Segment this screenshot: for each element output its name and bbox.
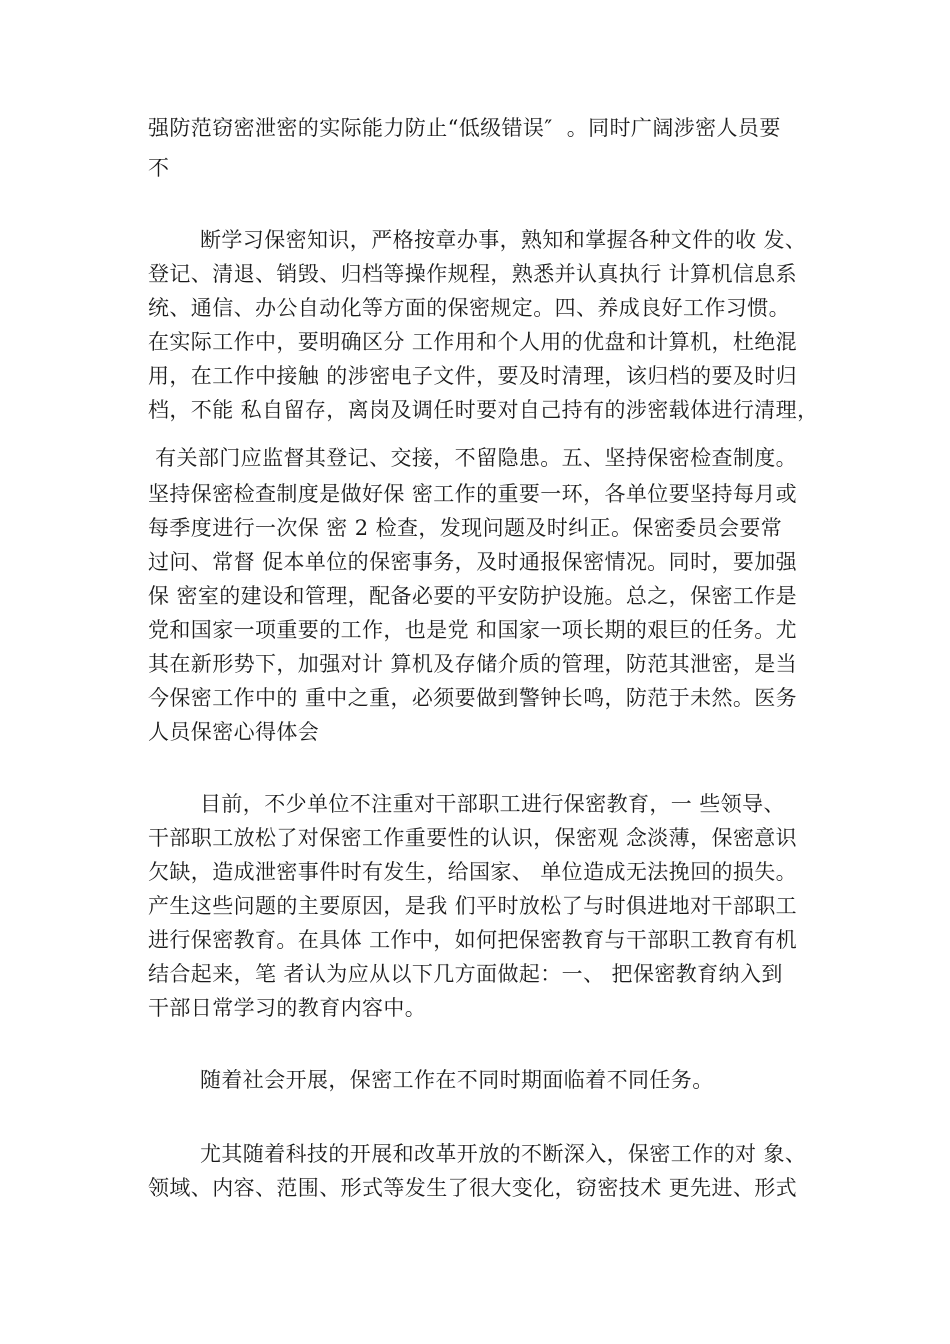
text-line: 过问、常督 促本单位的保密事务，及时通报保密情况。同时，要加强 [148, 550, 798, 574]
text-line: 不 [148, 156, 170, 180]
text-line: 其在新形势下，加强对计 算机及存储介质的管理，防范其泄密，是当 [148, 652, 798, 676]
text-line: 有关部门应监督其登记、交接，不留隐患。五、坚持保密检查制度。 [148, 446, 798, 470]
text-line: 产生这些问题的主要原因，是我 们平时放松了与时俱进地对干部职工 [148, 894, 798, 918]
text-line: 坚持保密检查制度是做好保 密工作的重要一环，各单位要坚持每月或 [148, 482, 798, 506]
paragraph-first-line: 尤其随着科技的开展和改革开放的不断深入，保密工作的对 象、 [200, 1142, 807, 1166]
text-line: 每季度进行一次保 密 2 检查，发现问题及时纠正。保密委员会要常 [148, 516, 783, 540]
text-line: 党和国家一项重要的工作，也是党 和国家一项长期的艰巨的任务。尤 [148, 618, 798, 642]
text-line: 领域、内容、范围、形式等发生了很大变化，窃密技术 更先进、形式 [148, 1176, 798, 1200]
text-line: 干部职工放松了对保密工作重要性的认识，保密观 念淡薄，保密意识 [148, 826, 798, 850]
text-line: 统、通信、办公自动化等方面的保密规定。四、养成良好工作习惯。 [148, 296, 790, 320]
text-line: 今保密工作中的 重中之重，必须要做到警钟长鸣，防范于未然。医务 [148, 686, 798, 710]
text-line: 人员保密心得体会 [148, 720, 320, 744]
paragraph-first-line: 断学习保密知识，严格按章办事，熟知和掌握各种文件的收 发、 [200, 228, 807, 252]
text-line: 干部日常学习的教育内容中。 [148, 996, 427, 1020]
text-line: 用，在工作中接触 的涉密电子文件，要及时清理，该归档的要及时归 [148, 364, 798, 388]
text-line: 进行保密教育。在具体 工作中，如何把保密教育与干部职工教育有机 [148, 928, 798, 952]
text-line: 档，不能 私自留存，离岗及调任时要对自己持有的涉密载体进行清理， [148, 398, 819, 422]
text-line: 结合起来，笔 者认为应从以下几方面做起：一、 把保密教育纳入到 [148, 962, 783, 986]
text-line: 强防范窃密泄密的实际能力防止“低级错误″ 。同时广阔涉密人员要 [148, 116, 781, 140]
paragraph-first-line: 目前，不少单位不注重对干部职工进行保密教育，一 些领导、 [200, 792, 785, 816]
text-line: 保 密室的建设和管理，配备必要的平安防护设施。总之，保密工作是 [148, 584, 798, 608]
paragraph-first-line: 随着社会开展，保密工作在不同时期面临着不同任务。 [200, 1068, 714, 1092]
text-line: 登记、清退、销毁、归档等操作规程，熟悉并认真执行 计算机信息系 [148, 262, 798, 286]
text-line: 欠缺，造成泄密事件时有发生，给国家、 单位造成无法挽回的损失。 [148, 860, 798, 884]
text-line: 在实际工作中，要明确区分 工作用和个人用的优盘和计算机，杜绝混 [148, 330, 798, 354]
